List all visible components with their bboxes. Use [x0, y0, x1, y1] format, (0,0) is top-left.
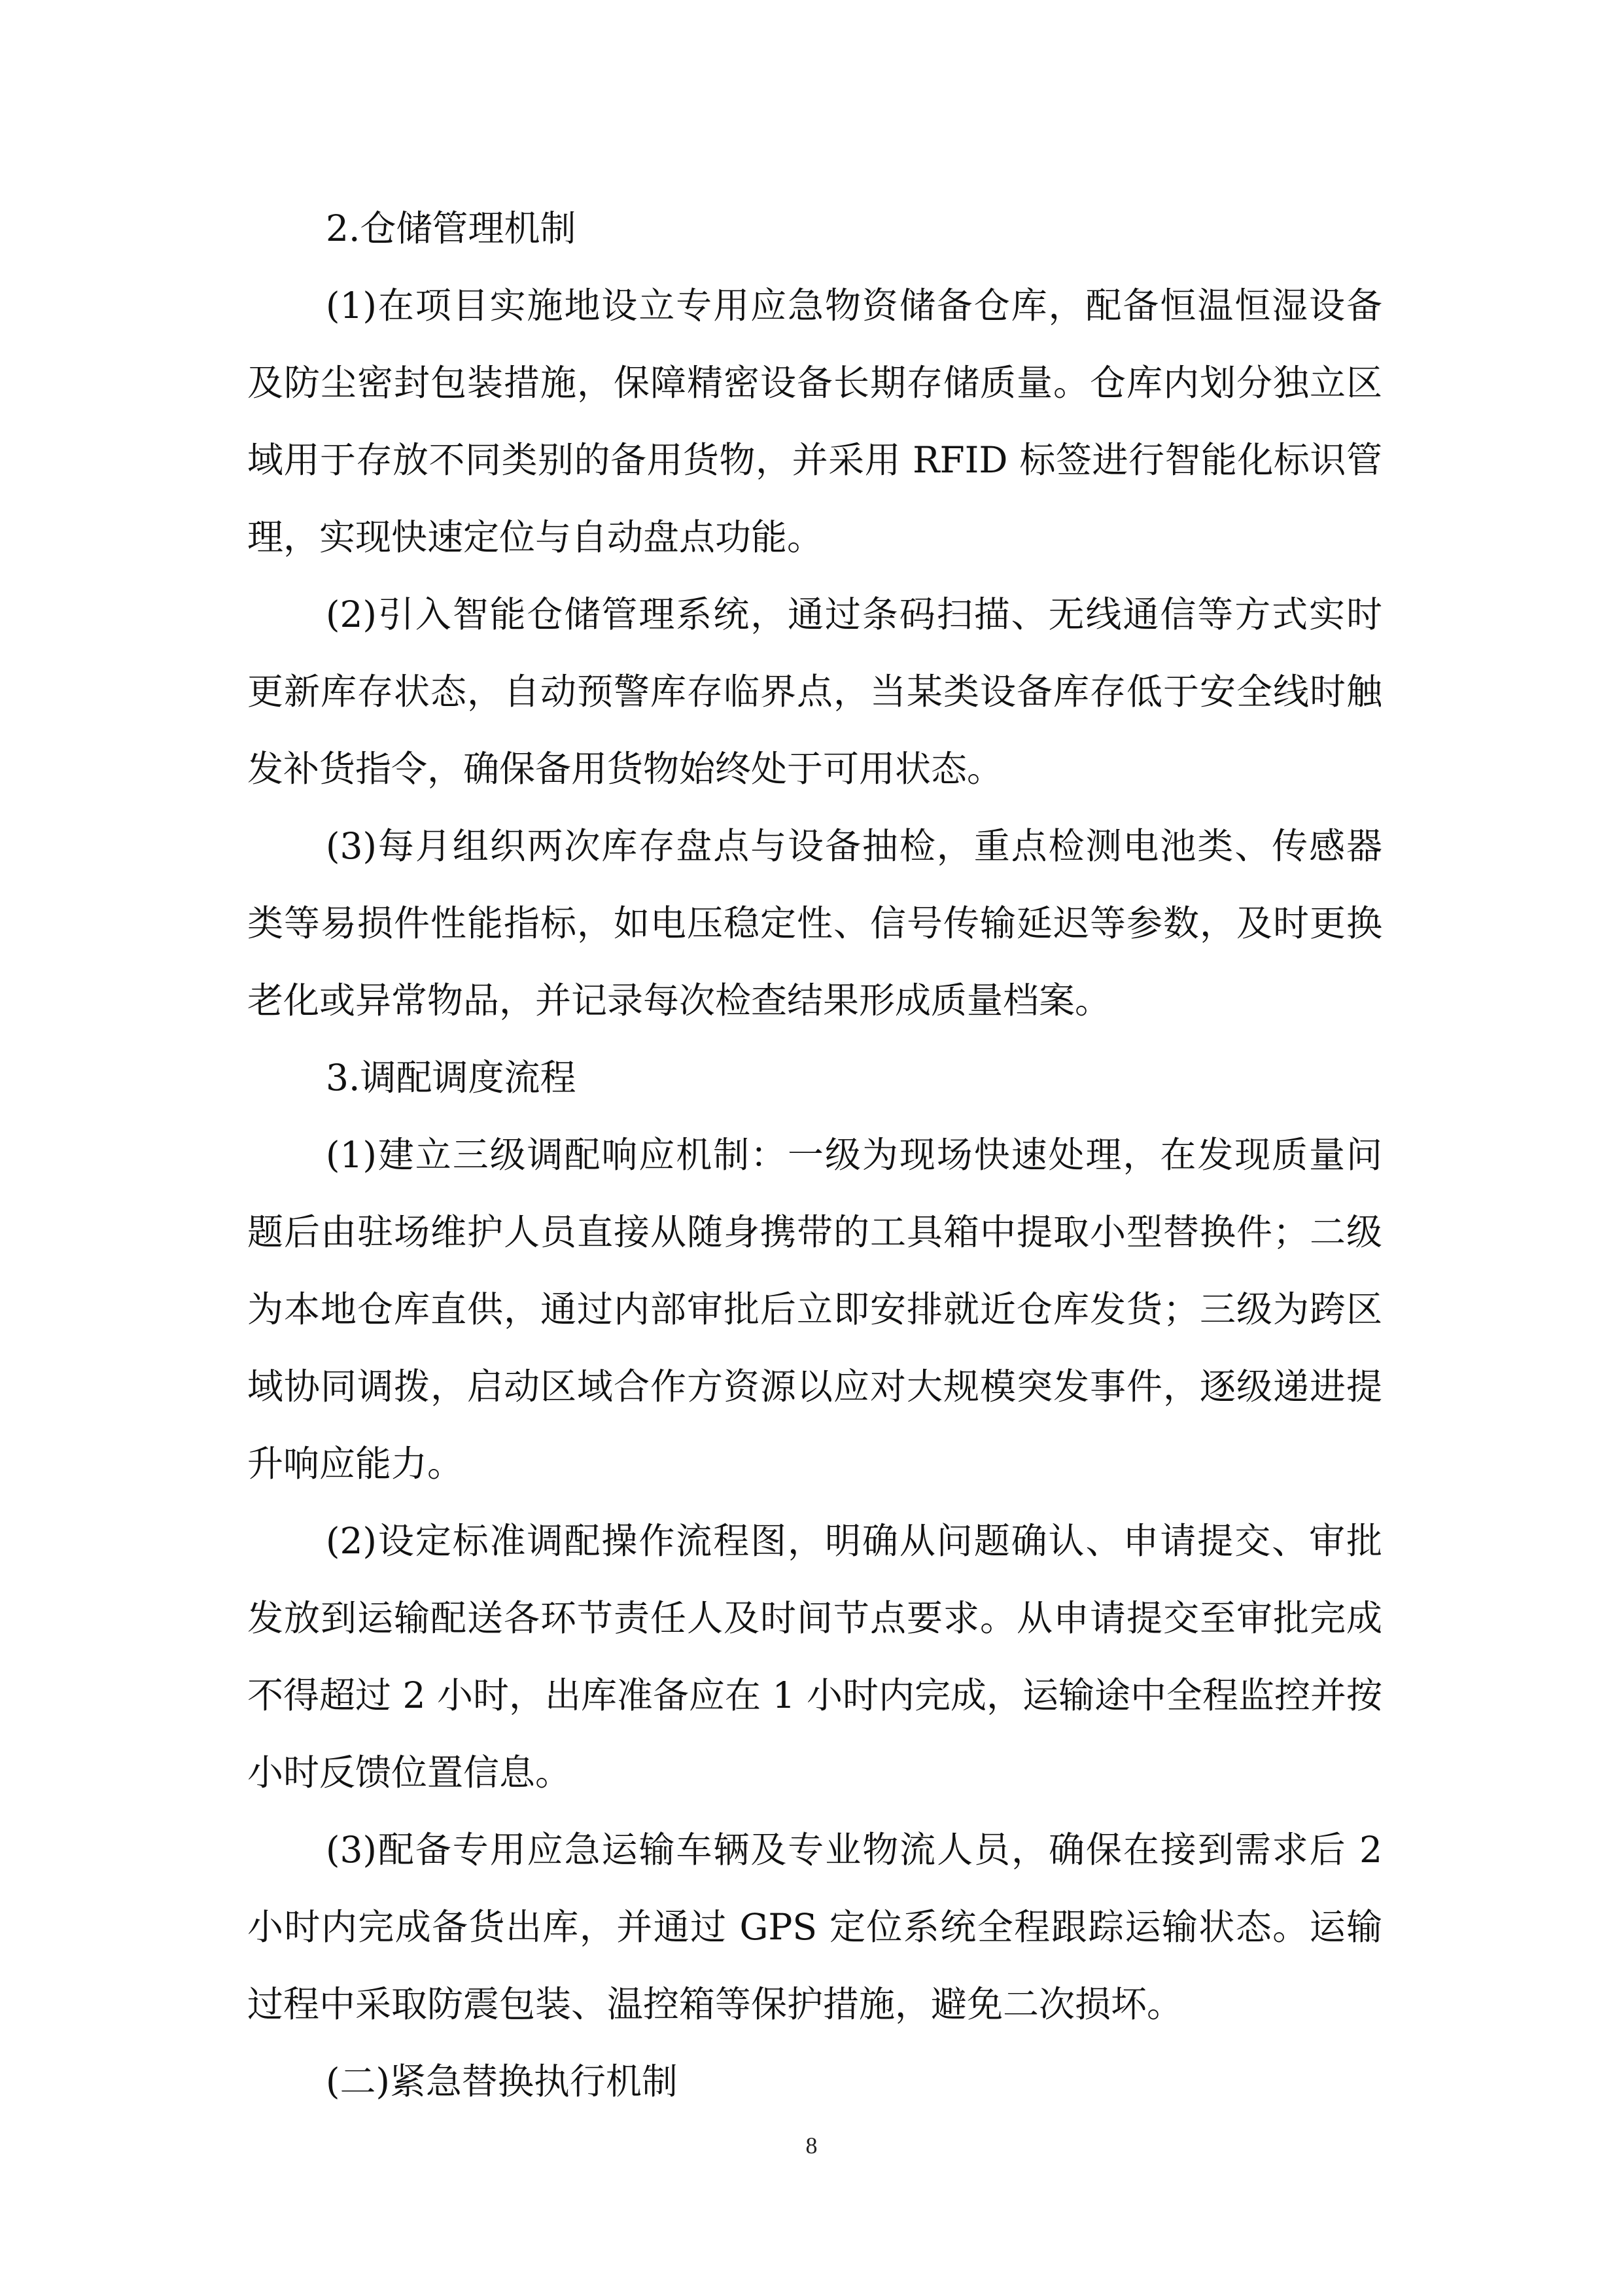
section-heading: 3.调配调度流程 [326, 1057, 576, 1099]
document-body [247, 190, 1382, 2120]
body-paragraph: (2)引入智能仓储管理系统，通过条码扫描、无线通信等方式实时更新库存状态，自动预警库存临界点，当某类设备库存低于安全线时触发补货指令，确保备用货物始终处于可用状态。 [247, 593, 1382, 790]
body-paragraph: (3)配备专用应急运输车辆及专业物流人员，确保在接到需求后 2 小时内完成备货出库，并通过 GPS 定位系统全程跟踪运输状态。运输过程中采取防震包装、温控箱等保护措施，避免二次损坏。 [247, 1829, 1382, 2025]
body-paragraph: (2)设定标准调配操作流程图，明确从问题确认、申请提交、审批发放到运输配送各环节责任人及时间节点要求。从申请提交至审批完成不得超过 2 小时，出库准备应在 1 小时内完成，运输途中全程监控并按小时反馈位置信息。 [247, 1520, 1382, 1793]
body-paragraph: (1)在项目实施地设立专用应急物资储备仓库，配备恒温恒湿设备及防尘密封包装措施，保障精密设备长期存储质量。仓库内划分独立区域用于存放不同类别的备用货物，并采用 RFID 标签进行智能化标识管理，实现快速定位与自动盘点功能。 [247, 285, 1382, 558]
page-number: 8 [805, 2132, 818, 2159]
body-paragraph: (3)每月组织两次库存盘点与设备抽检，重点检测电池类、传感器类等易损件性能指标，如电压稳定性、信号传输延迟等参数，及时更换老化或异常物品，并记录每次检查结果形成质量档案。 [247, 825, 1382, 1021]
section-heading: 2.仓储管理机制 [326, 207, 576, 249]
section-heading: (二)紧急替换执行机制 [326, 2060, 678, 2102]
body-paragraph: (1)建立三级调配响应机制：一级为现场快速处理，在发现质量问题后由驻场维护人员直接从随身携带的工具箱中提取小型替换件；二级为本地仓库直供，通过内部审批后立即安排就近仓库发货；三级为跨区域协同调拨，启动区域合作方资源以应对大规模突发事件，逐级递进提升响应能力。 [247, 1134, 1382, 1485]
